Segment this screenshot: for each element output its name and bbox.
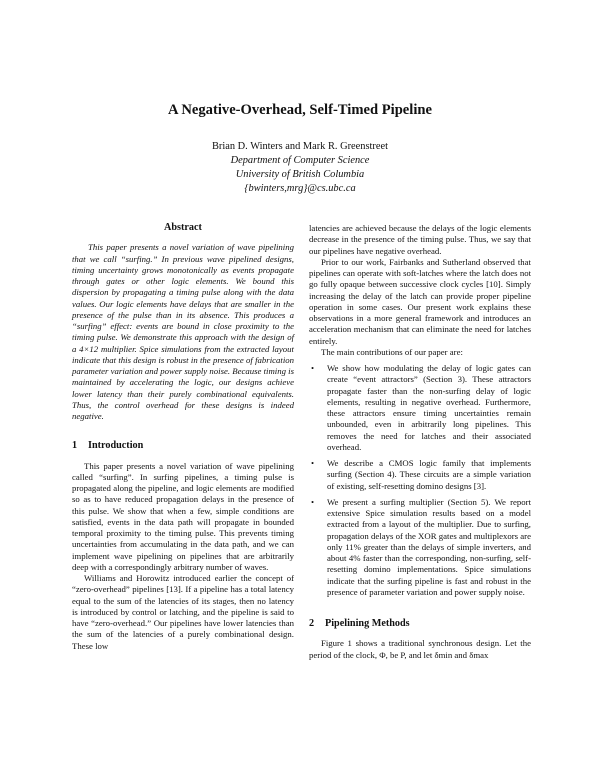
university: University of British Columbia [235,169,365,180]
list-item [309,458,531,492]
bullet-icon: • [311,458,315,468]
right-column [309,223,531,661]
contribution-list [309,363,531,598]
abstract-text: This paper presents a novel variation of wave pipelining that we call “surfing.” In previous wave pipelined designs, timing uncertainty grows monotonically as events propagate through gates or other logic elements. We bound this dispersion by propagating a timing pulse along with the data values. Our logic elements have delays that are smaller in the presence of the pulse than in its absence. This produces a “surfing” effect: events are bound in close proximity to the timing pulse. We demonstrate this approach with the design of a 4×12 multiplier. Spice simulations from the extracted layout indicate that this design is robust in the presence of fabrication parameter variation and power supply noise. Because timing is maintained by accelerating the logic, our designs achieve lower latency than their purely combinational equivalents. Thus, the control overhead for these designs is indeed negative. [72,242,294,421]
intro-paragraph-1: This paper presents a novel variation of wave pipelining called “surfing”. In surfing pipelines, a timing pulse is propagated along the pipeline, and logic elements are modified so as to have reduced propagation delays in the presence of this pulse. We show that when a few, simple conditions are satisfied, events in the data path will propagate in bounded temporal proximity to the timing pulse. This prevents timing uncertainties from accumulating in the data path, and we can implement wave pipelining on pipelines that are arbitrarily deep with a correspondingly arbitrary number of waves. [72,460,294,572]
list-item-text: We present a surfing multiplier (Section 5). We report extensive Spice simulation results based on a model extracted from a layout of the multiplier. Due to surfing, propagation delays of the XOR gates and multiplexors are only 11% greater than the delays of simple inverters, and about 4% faster than the corresponding, non-surfing, self-resetting domino implementations. Spice simulations indicate that the surfing pipeline is fast and robust in the presence of parameter variation and power supply noise. [327,496,531,597]
author-block [0,140,600,196]
section-heading-introduction [72,440,294,451]
abstract-heading: Abstract [164,222,202,233]
bullet-icon: • [311,363,315,373]
paragraph-continued: latencies are achieved because the delays of the logic elements decrease in the presence of the timing pulse. Thus, we say that our pipelines have negative overhead. [309,223,531,256]
section-number: 2 [309,618,315,629]
list-item-text: We show how modulating the delay of logic gates can create “event attractors” (Section 3). These attractors propagate faster than the non-surfing delay of logic elements, resulting in negative overhead. Furthermore, these attractors ensure timing uncertainties remain unbounded, even in arbitrarily long pipelines. This removes the need for latches and their associated overhead. [327,363,531,452]
intro-paragraph-2: Williams and Horowitz introduced earlier the concept of “zero-overhead” pipelines [13]. If a pipeline has a total latency equal to the sum of the latencies of its stages, then no latency is introduced by control or latching, and the pipeline is said to have “zero-overhead.” Our pipelines have lower latencies than the sum of the latencies of a purely combinational design. These low [72,573,294,651]
email: {bwinters,mrg}@cs.ubc.ca [244,183,356,194]
paragraph-prior-work: Prior to our work, Fairbanks and Sutherland observed that pipelines can operate with soft-latches where the latch does not go fully opaque between successive clock cycles [10]. Simply increasing the delay of the latch can provide proper pipeline operation in some cases. Our present work explains these observations in a more general framework and introduces an acceleration mechanism that can eliminate the need for latches entirely. [309,256,531,346]
list-item [309,497,531,598]
author-names: Brian D. Winters and Mark R. Greenstreet [212,141,388,152]
list-item-text: We describe a CMOS logic family that implements surfing (Section 4). These circuits are a simple variation of existing, self-resetting domino designs [3]. [327,458,531,491]
department: Department of Computer Science [230,155,370,166]
section-title: Pipelining Methods [325,618,410,629]
paragraph-contributions: The main contributions of our paper are: [321,346,463,357]
left-column [72,222,294,652]
list-item [309,363,531,453]
section-heading-pipelining [309,618,531,629]
section2-paragraph: Figure 1 shows a traditional synchronous design. Let the period of the clock, Φ, be P, and let δmin and δmax [309,638,531,660]
paper-title: A Negative-Overhead, Self-Timed Pipeline [167,102,432,118]
section-title: Introduction [88,440,144,452]
section-number: 1 [72,440,78,452]
bullet-icon: • [311,496,315,507]
